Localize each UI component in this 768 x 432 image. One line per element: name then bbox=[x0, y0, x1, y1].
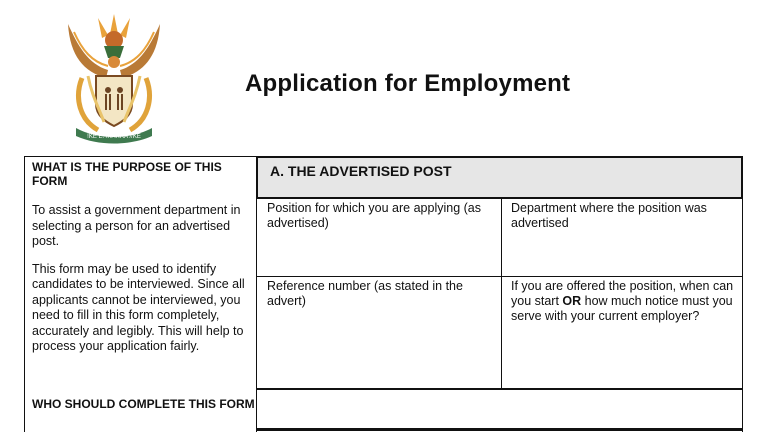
reference-number-field[interactable] bbox=[256, 277, 501, 389]
department-label: Department where the position was advertised bbox=[511, 201, 707, 230]
crest-motto-text: !KE E: /XARRA //KE bbox=[87, 134, 141, 140]
coat-of-arms-logo bbox=[58, 6, 170, 146]
section-a-form bbox=[256, 156, 743, 432]
department-field[interactable] bbox=[501, 199, 743, 277]
purpose-text-2: This form may be used to identify candidates to be interviewed. Since all applicants cannot be interviewed, you need to fill in this form completely, accurately and legibly. This will help to process your application fairly. bbox=[32, 261, 245, 353]
next-form-row[interactable] bbox=[256, 389, 743, 432]
start-label-post: how much notice must you serve with your current employer? bbox=[511, 294, 733, 323]
section-a-heading: A. THE ADVERTISED POST bbox=[256, 156, 743, 199]
purpose-text-1: To assist a government department in selecting a person for an advertised post. bbox=[32, 203, 241, 248]
start-label-or: OR bbox=[562, 294, 582, 308]
position-label: Position for which you are applying (as advertised) bbox=[267, 201, 482, 230]
start-label-pre: If you are offered the position, when can you start bbox=[511, 279, 734, 308]
who-heading: WHO SHOULD COMPLETE THIS FORM bbox=[32, 397, 255, 411]
position-field[interactable] bbox=[256, 199, 501, 277]
instructions-column bbox=[24, 156, 256, 432]
page-title: Application for Employment bbox=[245, 70, 571, 97]
form-bottom-rule bbox=[256, 428, 743, 431]
start-date-field[interactable] bbox=[501, 277, 743, 389]
reference-label: Reference number (as stated in the advert) bbox=[267, 279, 463, 308]
purpose-heading: WHAT IS THE PURPOSE OF THIS FORM bbox=[32, 160, 222, 188]
